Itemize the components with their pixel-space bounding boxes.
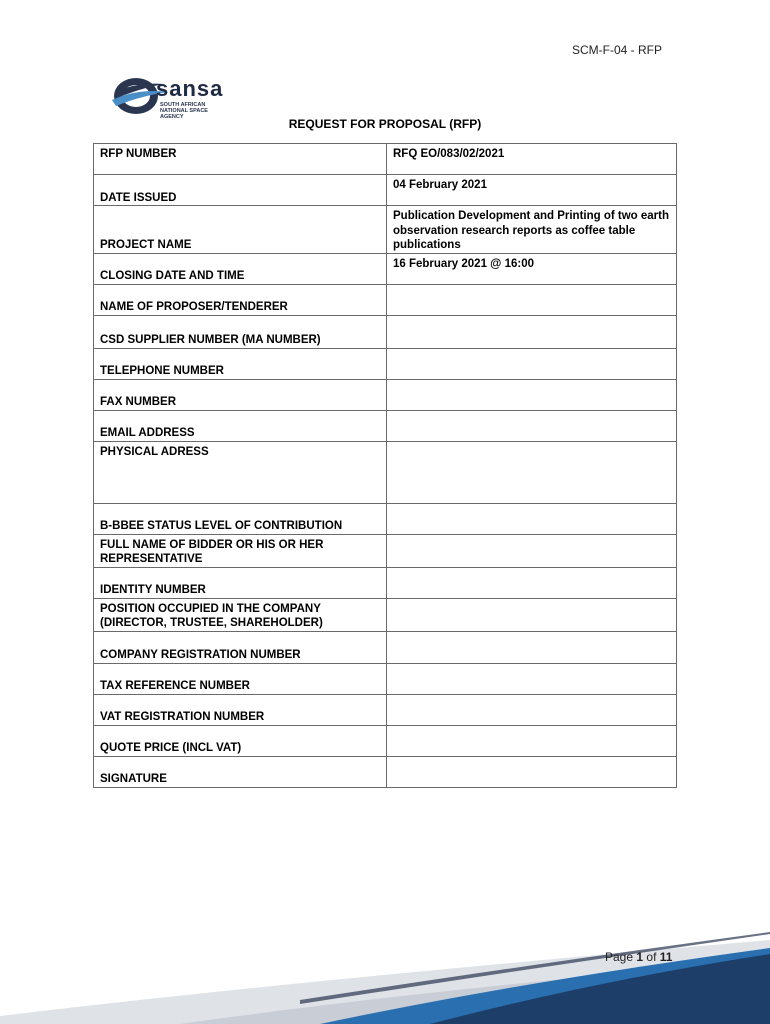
form-row: [94, 284, 677, 315]
footer-swoosh-graphic: [0, 920, 770, 1024]
logo-tagline: SOUTH AFRICAN NATIONAL SPACE AGENCY: [160, 102, 208, 120]
form-row: [94, 253, 677, 284]
field-value[interactable]: [387, 694, 677, 725]
field-value[interactable]: [387, 441, 677, 503]
field-label: SIGNATURE: [94, 756, 387, 787]
page-total: 11: [659, 950, 673, 964]
field-label: FAX NUMBER: [94, 379, 387, 410]
field-label: TAX REFERENCE NUMBER: [94, 663, 387, 694]
page-number: [605, 950, 672, 964]
field-label: EMAIL ADDRESS: [94, 410, 387, 441]
field-label: TELEPHONE NUMBER: [94, 348, 387, 379]
field-value[interactable]: 04 February 2021: [387, 175, 677, 206]
field-label: DATE ISSUED: [94, 175, 387, 206]
form-row: [94, 144, 677, 175]
form-row: [94, 410, 677, 441]
field-value[interactable]: [387, 534, 677, 567]
form-row: [94, 441, 677, 503]
field-label: FULL NAME OF BIDDER OR HIS OR HER REPRESENTATIVE: [94, 534, 387, 567]
field-label: NAME OF PROPOSER/TENDERER: [94, 284, 387, 315]
field-label: PHYSICAL ADRESS: [94, 441, 387, 503]
field-label: VAT REGISTRATION NUMBER: [94, 694, 387, 725]
field-label: IDENTITY NUMBER: [94, 567, 387, 598]
field-value[interactable]: Publication Development and Printing of two earth observation research reports as coffee table publications: [387, 206, 677, 254]
form-row: [94, 631, 677, 663]
field-value[interactable]: 16 February 2021 @ 16:00: [387, 253, 677, 284]
document-reference: SCM-F-04 - RFP: [572, 43, 662, 57]
form-row: [94, 725, 677, 756]
field-value[interactable]: [387, 503, 677, 534]
form-row: [94, 663, 677, 694]
field-label: CLOSING DATE AND TIME: [94, 253, 387, 284]
field-value[interactable]: [387, 348, 677, 379]
of-word: of: [646, 950, 657, 964]
form-row: [94, 503, 677, 534]
field-value[interactable]: [387, 379, 677, 410]
form-row: [94, 756, 677, 787]
form-row: [94, 348, 677, 379]
field-label: PROJECT NAME: [94, 206, 387, 254]
page-word: Page: [605, 950, 634, 964]
field-value[interactable]: [387, 567, 677, 598]
field-value[interactable]: [387, 631, 677, 663]
rfp-form-table: [93, 143, 677, 788]
field-label: CSD SUPPLIER NUMBER (MA NUMBER): [94, 315, 387, 348]
form-row: [94, 206, 677, 254]
form-row: [94, 379, 677, 410]
page-current: 1: [636, 950, 644, 964]
logo-wordmark: sansa: [156, 76, 224, 101]
field-label: QUOTE PRICE (INCL VAT): [94, 725, 387, 756]
field-value[interactable]: [387, 756, 677, 787]
field-value[interactable]: [387, 725, 677, 756]
field-value[interactable]: [387, 410, 677, 441]
field-value[interactable]: [387, 598, 677, 631]
field-value[interactable]: RFQ EO/083/02/2021: [387, 144, 677, 175]
page-title: REQUEST FOR PROPOSAL (RFP): [288, 117, 482, 131]
form-row: [94, 315, 677, 348]
form-row: [94, 567, 677, 598]
sansa-logo: [110, 74, 270, 118]
form-row: [94, 175, 677, 206]
field-label: B-BBEE STATUS LEVEL OF CONTRIBUTION: [94, 503, 387, 534]
form-row: [94, 598, 677, 631]
form-row: [94, 534, 677, 567]
field-label: POSITION OCCUPIED IN THE COMPANY (DIRECTOR, TRUSTEE, SHAREHOLDER): [94, 598, 387, 631]
field-label: RFP NUMBER: [94, 144, 387, 175]
field-label: COMPANY REGISTRATION NUMBER: [94, 631, 387, 663]
form-row: [94, 694, 677, 725]
field-value[interactable]: [387, 284, 677, 315]
field-value[interactable]: [387, 315, 677, 348]
field-value[interactable]: [387, 663, 677, 694]
